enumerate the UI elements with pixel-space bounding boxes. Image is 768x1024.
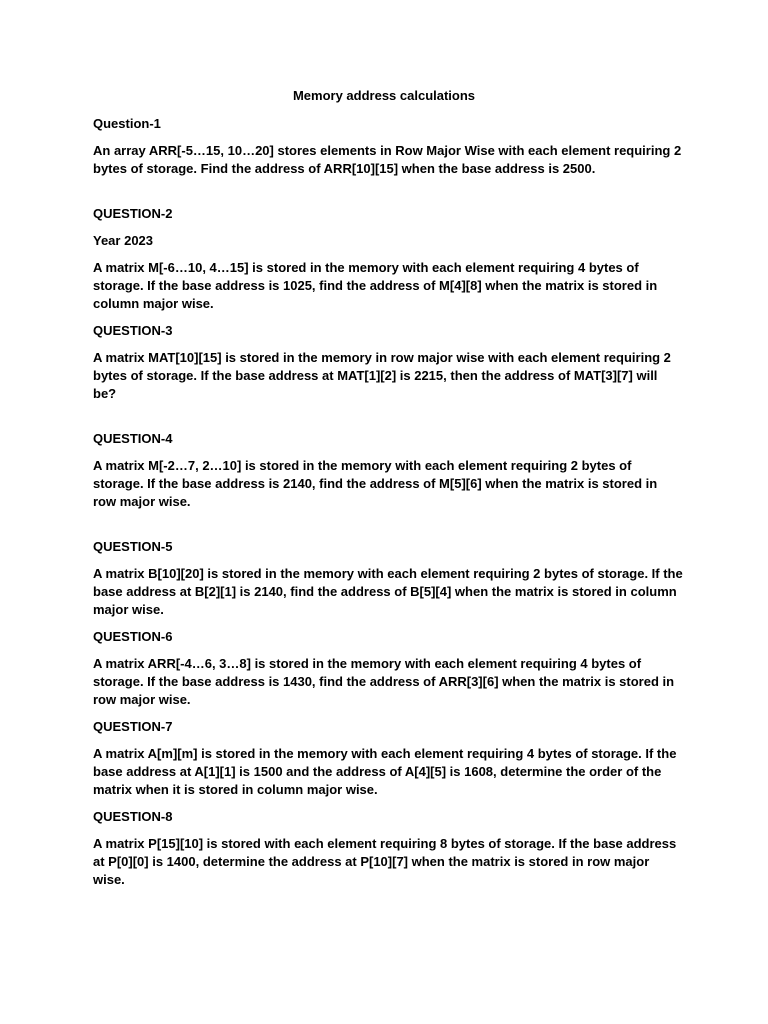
document-title: Memory address calculations: [292, 88, 476, 103]
question-2-heading: QUESTION-2: [93, 206, 173, 221]
question-6-text: A matrix ARR[-4…6, 3…8] is stored in the memory with each element requiring 4 bytes of storage. If the base address is 1430, find the address of ARR[3][6] when the matrix is stored in row major wise.: [93, 656, 675, 707]
question-5-heading: QUESTION-5: [93, 539, 173, 554]
document-page: [93, 87, 683, 898]
question-2-year: Year 2023: [93, 233, 154, 248]
question-3-heading: QUESTION-3: [93, 323, 173, 338]
question-4-heading: QUESTION-4: [93, 431, 173, 446]
question-4-text: A matrix M[-2…7, 2…10] is stored in the memory with each element requiring 2 bytes of storage. If the base address is 2140, find the address of M[5][6] when the matrix is stored in row major wise.: [93, 458, 658, 509]
spacer: [93, 520, 683, 538]
question-2-text: A matrix M[-6…10, 4…15] is stored in the memory with each element requiring 4 bytes of storage. If the base address is 1025, find the address of M[4][8] when the matrix is stored in column major wise.: [93, 260, 658, 311]
spacer: [93, 187, 683, 205]
spacer: [93, 412, 683, 430]
question-6-heading: QUESTION-6: [93, 629, 173, 644]
question-1-heading: Question-1: [93, 116, 161, 131]
question-1-text: An array ARR[-5…15, 10…20] stores elements in Row Major Wise with each element requiring 2 bytes of storage. Find the address of ARR[10][15] when the base address is 2500.: [93, 143, 682, 176]
question-8-heading: QUESTION-8: [93, 809, 173, 824]
question-7-heading: QUESTION-7: [93, 719, 173, 734]
question-8-text: A matrix P[15][10] is stored with each element requiring 8 bytes of storage. If the base address at P[0][0] is 1400, determine the address at P[10][7] when the matrix is stored in row major wise.: [93, 836, 677, 887]
question-3-text: A matrix MAT[10][15] is stored in the memory in row major wise with each element requiring 2 bytes of storage. If the base address at MAT[1][2] is 2215, then the address of MAT[3][7] will be?: [93, 350, 671, 401]
question-7-text: A matrix A[m][m] is stored in the memory with each element requiring 4 bytes of storage. If the base address at A[1][1] is 1500 and the address of A[4][5] is 1608, determine the order of the matrix when it is stored in column major wise.: [93, 746, 677, 797]
question-5-text: A matrix B[10][20] is stored in the memory with each element requiring 2 bytes of storage. If the base address at B[2][1] is 2140, find the address of B[5][4] when the matrix is stored in column major wise.: [93, 566, 683, 617]
